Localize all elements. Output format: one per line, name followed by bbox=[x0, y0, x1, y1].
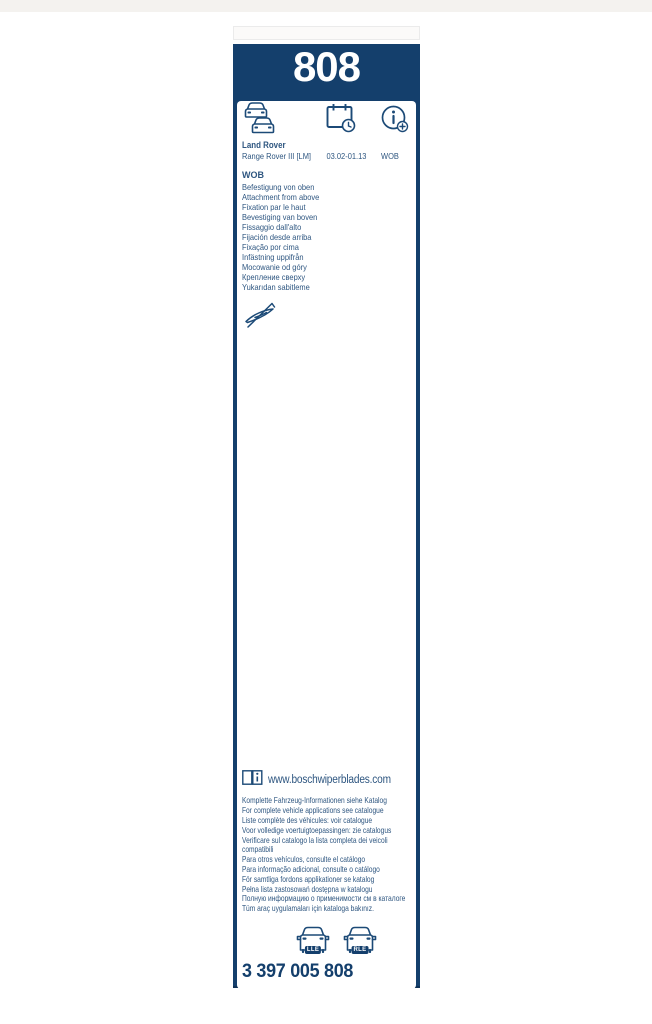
blade-position-badge: LLE bbox=[306, 947, 320, 953]
vehicle-brand: Land Rover bbox=[242, 140, 286, 150]
package-cap-strip bbox=[233, 26, 420, 40]
catalog-note-line: Para informação adicional, consulte o catálogo bbox=[242, 864, 380, 875]
catalog-note-line: Pełna lista zastosowań dostępna w katalogu bbox=[242, 883, 373, 894]
translation-line: Attachment from above bbox=[242, 192, 320, 202]
catalog-note-line: Para otros vehículos, consulte el catálogo bbox=[242, 854, 366, 865]
wiper-blade-package-label bbox=[233, 26, 420, 988]
vehicle-date-range: 03.02-01.13 bbox=[326, 151, 367, 161]
translation-line: Крепление сверху bbox=[242, 272, 306, 282]
translation-line: Befestigung von oben bbox=[242, 182, 315, 192]
page-top-band bbox=[0, 0, 652, 12]
mount-translations bbox=[242, 182, 411, 292]
wiper-blade-crossed-icon bbox=[243, 299, 411, 336]
translation-line: Fixation par le haut bbox=[242, 202, 306, 212]
catalog-note-line: Komplette Fahrzeug-Informationen siehe Katalog bbox=[242, 795, 387, 806]
catalog-note-line: Voor volledige voertuigtoepassingen: zie catalogus bbox=[242, 824, 392, 835]
info-plus-icon bbox=[381, 105, 409, 138]
model-number: 808 bbox=[292, 43, 361, 90]
blade-position-right bbox=[343, 924, 377, 954]
translation-line: Fijación desde arriba bbox=[242, 232, 312, 242]
blade-position-left bbox=[296, 924, 330, 954]
catalog-note-line: Liste complète des véhicules: voir catalogue bbox=[242, 815, 373, 826]
vehicle-model: Range Rover III [LM] bbox=[242, 151, 312, 161]
catalog-note-line: For complete vehicle applications see catalogue bbox=[242, 805, 384, 816]
blade-position-badge: RLE bbox=[353, 947, 367, 953]
label-frame bbox=[233, 44, 420, 988]
translation-line: Bevestiging van boven bbox=[242, 212, 318, 222]
translation-line: Infästning uppifrån bbox=[242, 252, 304, 262]
translation-line: Yukarıdan sabitleme bbox=[242, 282, 310, 292]
cars-icon bbox=[242, 101, 278, 139]
label-footer bbox=[242, 770, 411, 983]
label-panel bbox=[237, 101, 416, 989]
catalog-icon bbox=[242, 770, 263, 790]
vehicle-application bbox=[242, 140, 411, 162]
translation-line: Mocowanie od góry bbox=[242, 262, 307, 272]
label-header bbox=[237, 44, 416, 90]
application-icons-row bbox=[242, 101, 411, 137]
catalog-note-line: Полную информацию о применимости см в каталоге bbox=[242, 893, 406, 904]
catalog-notes bbox=[242, 796, 411, 914]
part-number: 3 397 005 808 bbox=[242, 960, 354, 982]
website-row bbox=[242, 770, 411, 790]
vehicle-mount-code: WOB bbox=[381, 151, 399, 161]
catalog-note-line: Verificare sul catalogo la lista completa dei veicoli compatibili bbox=[242, 834, 388, 855]
mount-info bbox=[242, 170, 411, 292]
translation-line: Fixação por cima bbox=[242, 242, 299, 252]
translation-line: Fissaggio dall'alto bbox=[242, 222, 302, 232]
website-url: www.boschwiperblades.com bbox=[268, 774, 391, 787]
calendar-clock-icon bbox=[326, 103, 357, 138]
catalog-note-line: Tüm araç uygulamaları için kataloga bakınız. bbox=[242, 903, 374, 914]
mount-code-heading: WOB bbox=[242, 170, 264, 180]
catalog-note-line: För samtliga fordons applikationer se katalog bbox=[242, 873, 375, 884]
blade-position-icons bbox=[296, 924, 411, 954]
